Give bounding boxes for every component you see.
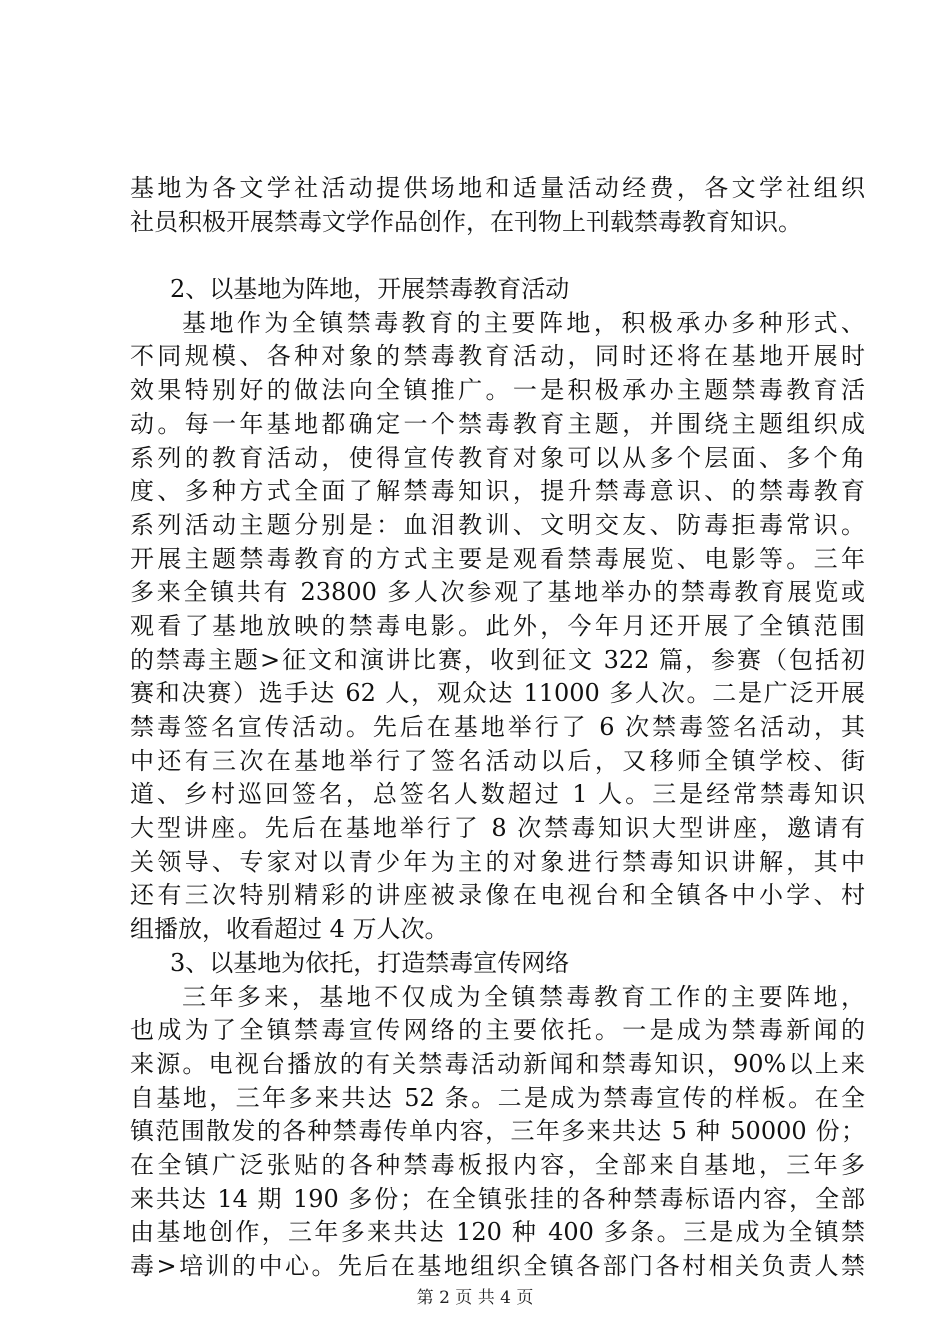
page-footer: [0, 1283, 950, 1308]
paragraph3-line: 镇范围散发的各种禁毒传单内容，三年多来共达 5 种 50000 份；: [130, 1117, 865, 1146]
paragraph2-line: 中还有三次在基地举行了签名活动以后，又移师全镇学校、街: [130, 746, 865, 775]
paragraph2-line: 道、乡村巡回签名，总签名人数超过 1 人。三是经常禁毒知识: [130, 780, 865, 809]
paragraph2-line: 开展主题禁毒教育的方式主要是观看禁毒展览、电影等。三年: [130, 544, 865, 573]
paragraph2-line: 动。每一年基地都确定一个禁毒教育主题，并围绕主题组织成: [130, 409, 865, 438]
document-body: [130, 172, 865, 1284]
paragraph3-line: 也成为了全镇禁毒宣传网络的主要依托。一是成为禁毒新闻的: [130, 1016, 865, 1045]
paragraph3-line: 毒>培训的中心。先后在基地组织全镇各部门各村相关负责人禁: [130, 1252, 865, 1280]
paragraph2-line: 关领导、专家对以青少年为主的对象进行禁毒知识讲解，其中: [130, 847, 865, 876]
paragraph2-line: 系列的教育活动，使得宣传教育对象可以从多个层面、多个角: [130, 443, 865, 472]
page-number-label: 第 2 页 共 4 页: [416, 1288, 534, 1308]
paragraph2-line: 系列活动主题分别是：血泪教训、文明交友、防毒拒毒常识。: [130, 510, 865, 539]
paragraph2-line: 不同规模、各种对象的禁毒教育活动，同时还将在基地开展时: [130, 342, 865, 371]
paragraph2-line: 赛和决赛）选手达 62 人，观众达 11000 多人次。二是广泛开展: [130, 679, 865, 708]
paragraph1-line: 社员积极开展禁毒文学作品创作，在刊物上刊载禁毒教育知识。: [130, 207, 802, 236]
paragraph2-line: 的禁毒主题>征文和演讲比赛，收到征文 322 篇，参赛（包括初: [130, 645, 865, 674]
section-heading-2: 2、以基地为阵地，开展禁毒教育活动: [170, 275, 570, 304]
section-heading-3: 3、以基地为依托，打造禁毒宣传网络: [170, 948, 570, 977]
paragraph-gap: [130, 239, 865, 273]
paragraph2-line: 效果特别好的做法向全镇推广。一是积极承办主题禁毒教育活: [130, 376, 865, 405]
paragraph3-line: 由基地创作，三年多来共达 120 种 400 多条。三是成为全镇禁: [130, 1218, 865, 1247]
paragraph3-line: 来源。电视台播放的有关禁毒活动新闻和禁毒知识，90%以上来: [130, 1049, 865, 1078]
paragraph3-line: 来共达 14 期 190 多份；在全镇张挂的各种禁毒标语内容，全部: [130, 1184, 865, 1213]
paragraph2-line: 大型讲座。先后在基地举行了 8 次禁毒知识大型讲座，邀请有: [130, 814, 865, 843]
paragraph2-line: 禁毒签名宣传活动。先后在基地举行了 6 次禁毒签名活动，其: [130, 713, 865, 741]
paragraph1-line: 基地为各文学社活动提供场地和适量活动经费，各文学社组织: [130, 174, 865, 202]
paragraph2-line: 还有三次特别精彩的讲座被录像在电视台和全镇各中小学、村: [130, 881, 865, 910]
paragraph3-line: 三年多来，基地不仅成为全镇禁毒教育工作的主要阵地，: [182, 982, 865, 1011]
paragraph2-line: 基地作为全镇禁毒教育的主要阵地，积极承办多种形式、: [182, 308, 865, 337]
paragraph2-line: 多来全镇共有 23800 多人次参观了基地举办的禁毒教育展览或: [130, 578, 865, 607]
paragraph3-line: 在全镇广泛张贴的各种禁毒板报内容，全部来自基地，三年多: [130, 1150, 865, 1179]
paragraph2-line: 观看了基地放映的禁毒电影。此外，今年月还开展了全镇范围: [130, 611, 865, 640]
paragraph2-line: 度、多种方式全面了解禁毒知识，提升禁毒意识、的禁毒教育: [130, 477, 865, 506]
paragraph3-line: 自基地，三年多来共达 52 条。二是成为禁毒宣传的样板。在全: [130, 1083, 865, 1112]
paragraph2-line: 组播放，收看超过 4 万人次。: [130, 915, 449, 944]
